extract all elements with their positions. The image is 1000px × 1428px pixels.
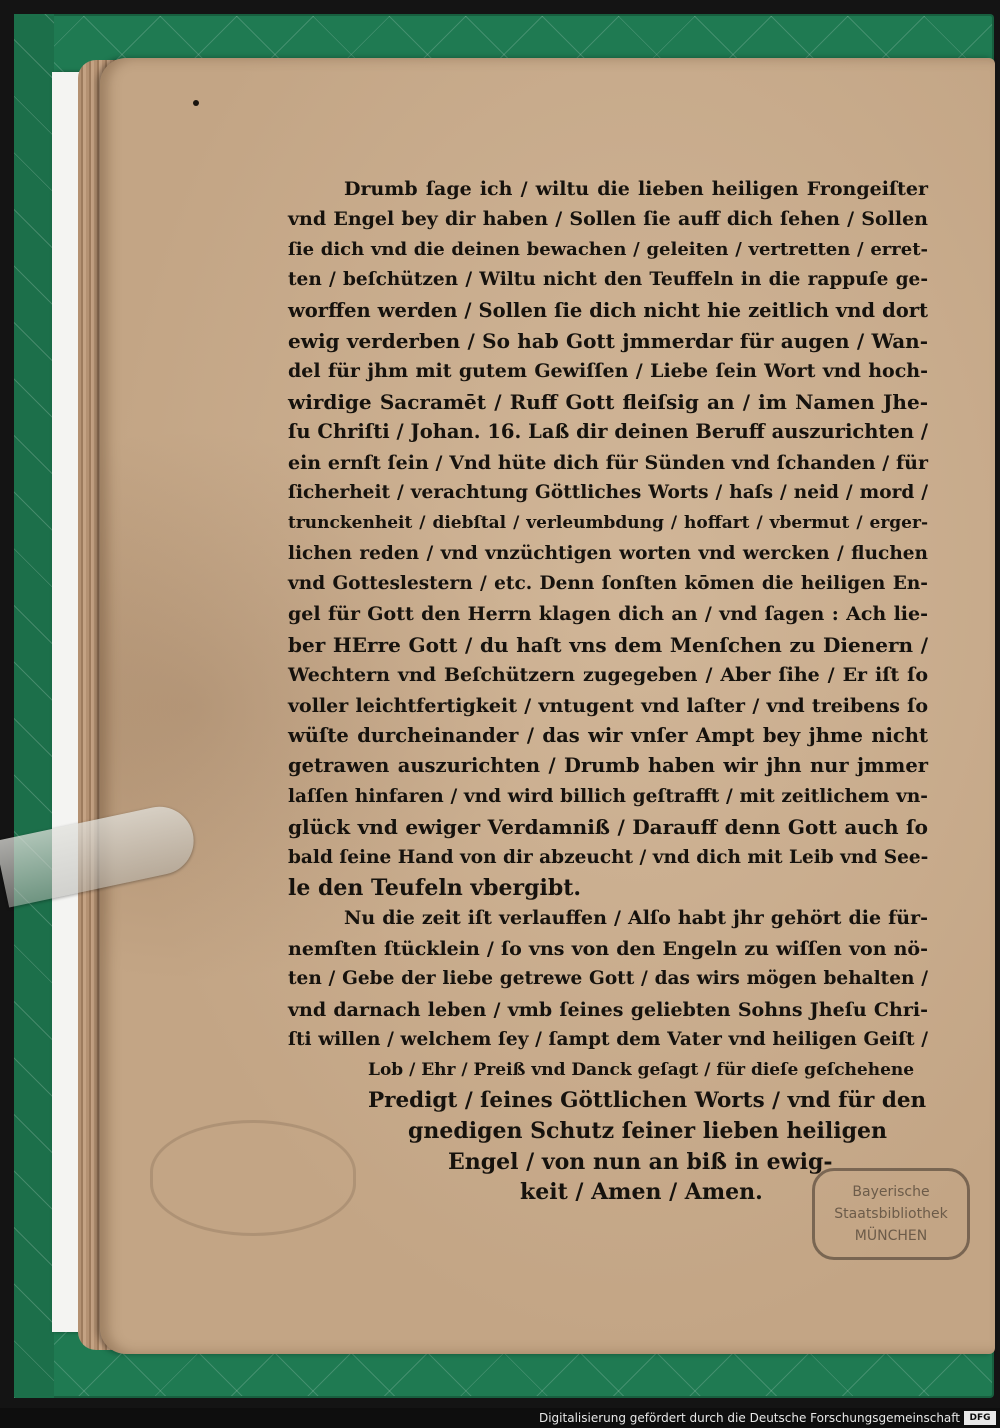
text-line: ber HErre Gott / du haſt vns dem Menſchen zu Dienern / (288, 632, 928, 657)
text-line: vnd darnach leben / vmb ſeines geliebten Sohns Jheſu Chri- (288, 998, 928, 1021)
stamp-line: Bayerische (852, 1184, 930, 1200)
text-line: gel für Gott den Herrn klagen dich an / vnd ſagen : Ach lie- (288, 603, 928, 626)
page-text (288, 174, 928, 1207)
text-line: ſicherheit / verachtung Göttliches Worts / haſs / neid / mord / (288, 481, 928, 503)
text-line: trunckenheit / diebſtal / verleumbdung / hoffart / vbermut / erger- (288, 513, 928, 534)
stamp-line: MÜNCHEN (854, 1228, 928, 1244)
text-line: gnedigen Schutz ſeiner lieben heiligen (408, 1118, 887, 1145)
text-line: Engel / von nun an biß in ewig- (448, 1148, 833, 1175)
text-line: Lob / Ehr / Preiß vnd Danck geſagt / für dieſe geſchehene (368, 1060, 915, 1081)
funding-credit: Digitalisierung gefördert durch die Deutsche Forschungsgemeinschaft (538, 1411, 960, 1425)
text-line: nemſten ſtücklein / ſo vns von den Engeln zu wiſſen von nö- (288, 937, 928, 960)
text-line: ten / beſchützen / Wiltu nicht den Teuffeln in die rappuſe ge- (288, 269, 928, 291)
text-line: vnd Engel bey dir haben / Sollen ſie auff dich ſehen / Sollen (288, 208, 928, 231)
text-line: lichen reden / vnd vnzüchtigen worten vnd wercken / fluchen (288, 542, 928, 564)
text-line: le den Teufeln vbergibt. (288, 874, 582, 901)
text-line: Wechtern vnd Beſchützern zugegeben / Aber ſihe / Er iſt ſo (288, 664, 928, 687)
text-line: voller leichtfertigkeit / vntugent vnd laſter / vnd treibens ſo (288, 694, 928, 717)
dfg-logo-icon: DFG (964, 1411, 996, 1425)
book-spine (14, 14, 54, 1398)
text-line: ten / Gebe der liebe getrewe Gott / das wirs mögen behalten / (288, 968, 928, 990)
stamp-line: Staatsbibliothek (834, 1206, 948, 1222)
ink-mark (193, 100, 199, 106)
text-line: del für jhm mit gutem Gewiſſen / Liebe ſein Wort vnd hoch- (288, 360, 928, 383)
text-line: Nu die zeit iſt verlauffen / Alſo habt jhr gehört die für- (344, 907, 928, 930)
text-line: ſie dich vnd die deinen bewachen / geleiten / vertretten / erret- (288, 238, 928, 260)
text-line: laſſen hinfaren / vnd wird billich geſtrafft / mit zeitlichem vn- (288, 785, 928, 807)
text-line: glück vnd ewiger Verdamniß / Darauff denn Gott auch ſo (288, 815, 928, 840)
text-line: wüſte durcheinander / das wir vnſer Ampt bey jhme nicht (288, 724, 928, 748)
text-line: bald ſeine Hand von dir abzeucht / vnd dich mit Leib vnd See- (288, 846, 929, 868)
text-line: ewig verderben / So hab Gott jmmerdar für augen / Wan- (288, 328, 928, 353)
text-line: vnd Gotteslestern / etc. Denn ſonſten kōmen die heiligen En- (288, 573, 928, 595)
text-line: keit / Amen / Amen. (520, 1178, 763, 1205)
text-line: ein ernſt ſein / Vnd hüte dich für Sünden vnd ſchanden / für (288, 451, 928, 474)
text-line: Drumb ſage ich / wiltu die lieben heiligen Frongeiſter (344, 178, 928, 200)
text-line: worffen werden / Sollen ſie dich nicht hie zeitlich vnd dort (288, 298, 928, 322)
text-line: getrawen auszurichten / Drumb haben wir jhn nur jmmer (288, 754, 928, 778)
text-line: ſti willen / welchem ſey / ſampt dem Vater vnd heiligen Geiſt / (288, 1028, 928, 1050)
text-line: ſu Chriſti / Johan. 16. Laß dir deinen Beruff auszurichten / (288, 420, 928, 444)
library-stamp (812, 1168, 970, 1260)
text-line: Predigt / ſeines Göttlichen Worts / vnd für den (368, 1087, 927, 1113)
text-line: wirdige Sacramēt / Ruff Gott fleiſsig an / im Namen Jhe- (288, 389, 928, 414)
